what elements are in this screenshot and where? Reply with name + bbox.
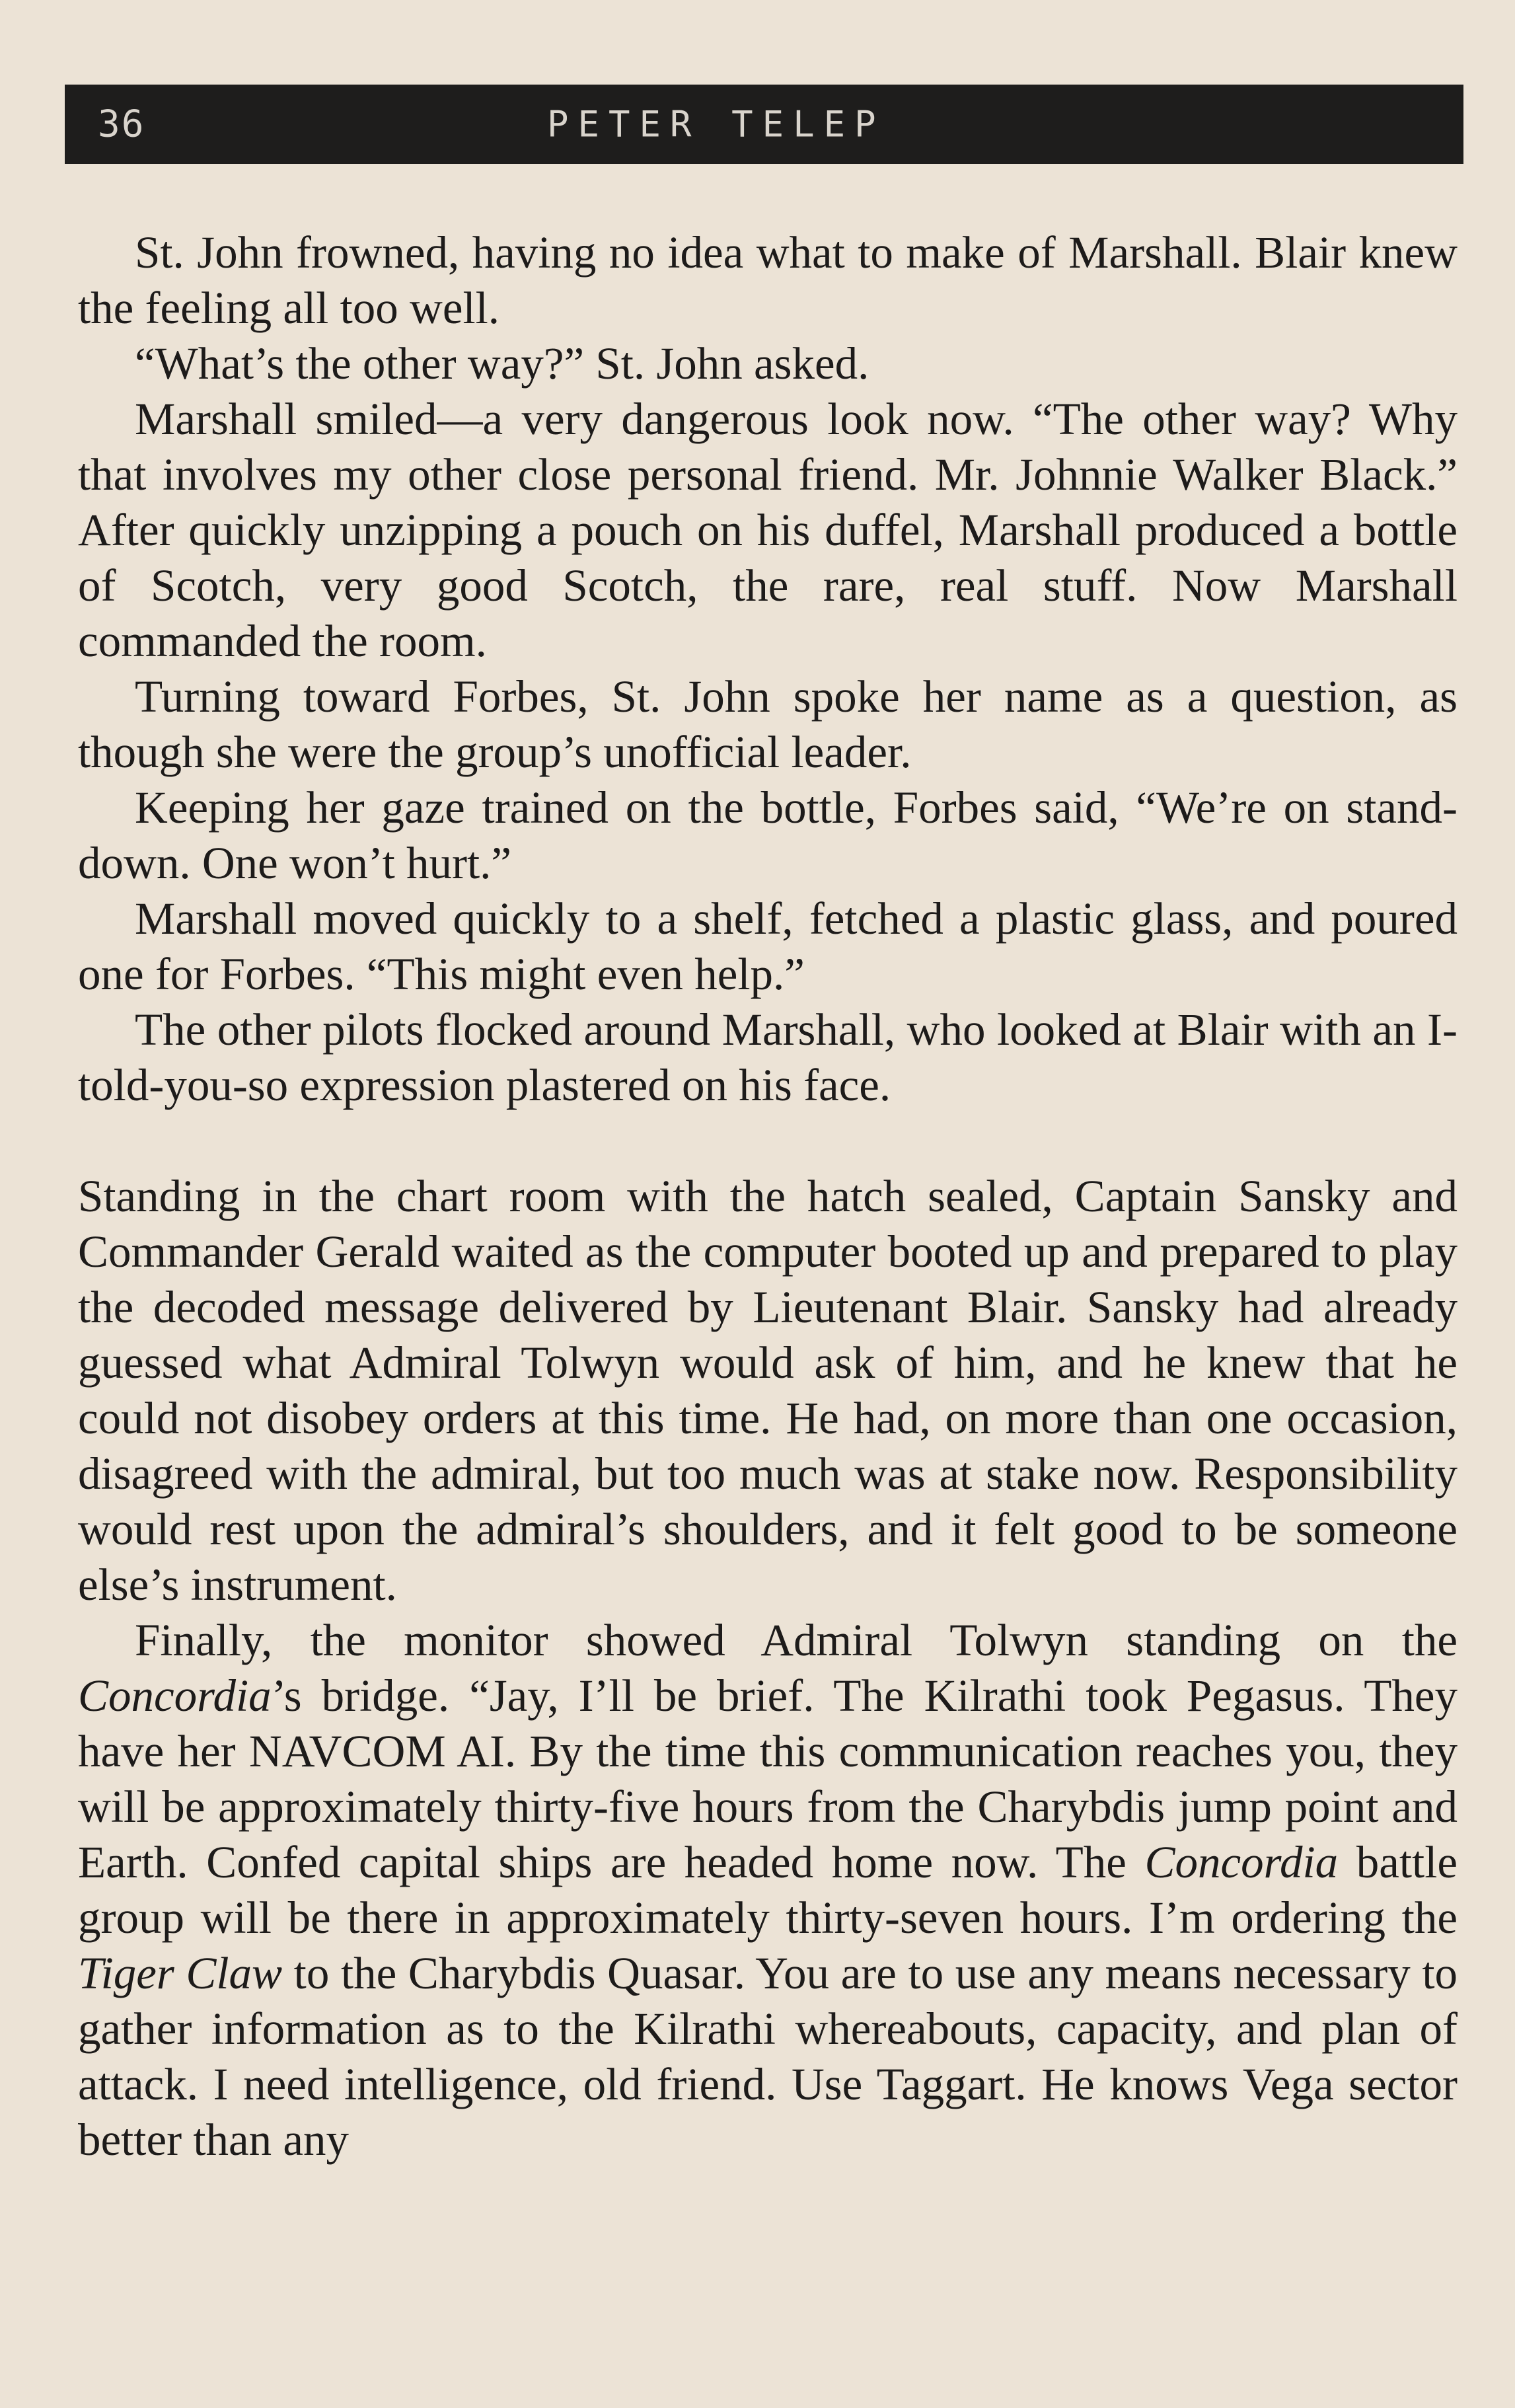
- paragraph: [78, 891, 1458, 1002]
- text-run: Turning toward Forbes, St. John spoke her name as a question, as though she were the group’s unofficial leader.: [78, 671, 1458, 777]
- italic-title: Tiger Claw: [78, 1948, 283, 1998]
- paragraph: [78, 1168, 1458, 1612]
- text-run: battle group will be there in approximately thirty-seven hours. I’m ordering the: [78, 1837, 1458, 1943]
- text-run: St. John frowned, having no idea what to make of Marshall. Blair knew the feeling all too well.: [78, 227, 1458, 333]
- paragraph: [78, 1002, 1458, 1113]
- paragraph: [78, 225, 1458, 336]
- running-head-author: PETER TELEP: [547, 103, 885, 145]
- text-run: to the Charybdis Quasar. You are to use any means necessary to gather information as to the Kilrathi whereabouts, capacity, and plan of attack. I need intelligence, old friend. Use Taggart. He knows Vega sector better than any: [78, 1948, 1458, 2165]
- italic-title: Concordia: [78, 1671, 272, 1721]
- italic-title: Concordia: [1144, 1837, 1339, 1887]
- paragraph: [78, 1612, 1458, 2167]
- paragraph: [78, 391, 1458, 669]
- body-text: [78, 225, 1458, 2167]
- paragraph: [78, 780, 1458, 891]
- paragraph: [78, 336, 1458, 391]
- text-run: Marshall moved quickly to a shelf, fetched a plastic glass, and poured one for Forbes. “This might even help.”: [78, 893, 1458, 999]
- page-number: 36: [98, 102, 145, 146]
- paragraph: [78, 669, 1458, 780]
- text-run: ’s bridge. “Jay, I’ll be brief. The Kilrathi took Pegasus. They have her NAVCOM AI. By the time this communication reaches you, they will be approximately thirty-five hours from the Charybdis jump point and Earth. Confed capital ships are headed home now. The: [78, 1671, 1458, 1887]
- text-run: The other pilots flocked around Marshall, who looked at Blair with an I-told-you-so expression plastered on his face.: [78, 1004, 1458, 1110]
- text-run: “What’s the other way?” St. John asked.: [135, 338, 869, 389]
- text-run: Finally, the monitor showed Admiral Tolwyn standing on the: [135, 1615, 1458, 1665]
- text-run: Keeping her gaze trained on the bottle, Forbes said, “We’re on stand-down. One won’t hurt.”: [78, 782, 1458, 888]
- text-run: Standing in the chart room with the hatch sealed, Captain Sansky and Commander Gerald waited as the computer booted up and prepared to play the decoded message delivered by Lieutenant Blair. Sansky had already guessed what Admiral Tolwyn would ask of him, and he knew that he could not disobey orders at this time. He had, on more than one occasion, disagreed with the admiral, but too much was at stake now. Responsibility would rest upon the admiral’s shoulders, and it felt good to be someone else’s instrument.: [78, 1171, 1458, 1610]
- section-break: [78, 1113, 1458, 1168]
- running-header: [65, 85, 1463, 164]
- text-run: Marshall smiled—a very dangerous look now. “The other way? Why that involves my other close personal friend. Mr. Johnnie Walker Black.” After quickly unzipping a pouch on his duffel, Marshall produced a bottle of Scotch, very good Scotch, the rare, real stuff. Now Marshall commanded the room.: [78, 394, 1458, 666]
